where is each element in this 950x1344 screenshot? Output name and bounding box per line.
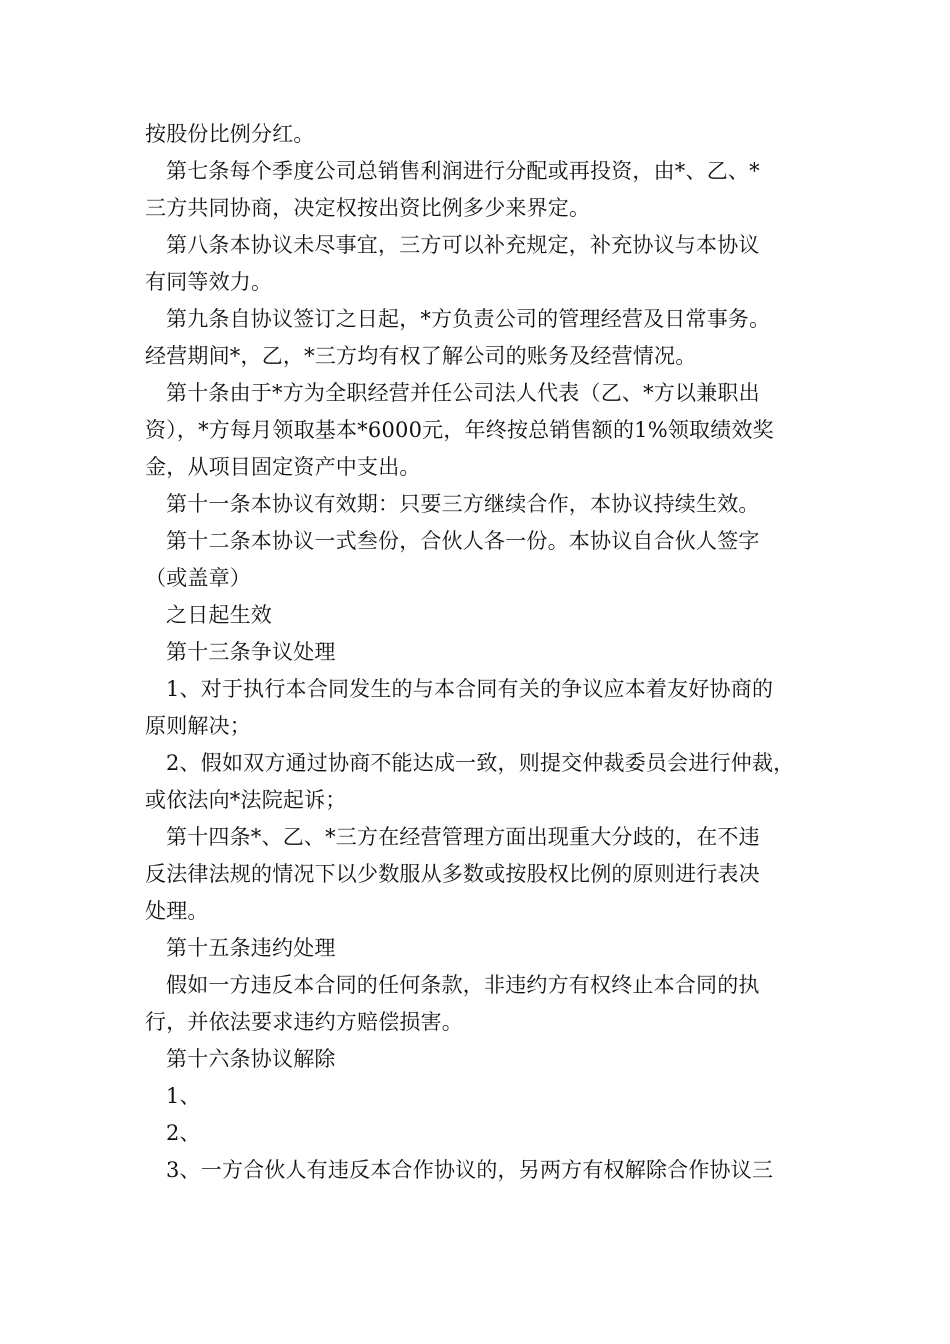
text-line: 2、 xyxy=(166,1121,201,1145)
text-line: 第七条每个季度公司总销售利润进行分配或再投资，由*、乙、* xyxy=(166,159,760,183)
text-line: 3、一方合伙人有违反本合作协议的，另两方有权解除合作协议三 xyxy=(166,1158,774,1182)
text-line: 第十二条本协议一式叁份，合伙人各一份。本协议自合伙人签字 xyxy=(166,529,760,553)
text-line: 行，并依法要求违约方赔偿损害。 xyxy=(145,1010,463,1034)
text-line: 三方共同协商，决定权按出资比例多少来界定。 xyxy=(145,196,591,220)
text-line: 假如一方违反本合同的任何条款，非违约方有权终止本合同的执 xyxy=(166,973,760,997)
text-line: 有同等效力。 xyxy=(145,270,273,294)
text-line: 反法律法规的情况下以少数服从多数或按股权比例的原则进行表决 xyxy=(145,862,760,886)
text-line: （或盖章） xyxy=(145,566,251,590)
text-line: 第十条由于*方为全职经营并任公司法人代表（乙、*方以兼职出 xyxy=(166,381,760,405)
text-line: 1、 xyxy=(166,1084,201,1108)
text-line: 按股份比例分红。 xyxy=(145,122,315,146)
text-line: 第十五条违约处理 xyxy=(166,936,336,960)
text-line: 之日起生效 xyxy=(166,603,272,627)
text-line: 第九条自协议签订之日起，*方负责公司的管理经营及日常事务。 xyxy=(166,307,771,331)
text-line: 第十六条协议解除 xyxy=(166,1047,336,1071)
text-line: 或依法向*法院起诉； xyxy=(145,788,347,812)
text-line: 第十三条争议处理 xyxy=(166,640,336,664)
text-line: 第十一条本协议有效期：只要三方继续合作，本协议持续生效。 xyxy=(166,492,760,516)
document-body xyxy=(145,116,815,1189)
text-line: 经营期间*，乙，*三方均有权了解公司的账务及经营情况。 xyxy=(145,344,697,368)
text-line: 金，从项目固定资产中支出。 xyxy=(145,455,421,479)
text-line: 资），*方每月领取基本*6000元，年终按总销售额的1%领取绩效奖 xyxy=(145,418,774,442)
text-line: 2、假如双方通过协商不能达成一致，则提交仲裁委员会进行仲裁， xyxy=(166,751,795,775)
text-line: 第十四条*、乙、*三方在经营管理方面出现重大分歧的，在不违 xyxy=(166,825,760,849)
text-line: 第八条本协议未尽事宜，三方可以补充规定，补充协议与本协议 xyxy=(166,233,760,257)
text-line: 1、对于执行本合同发生的与本合同有关的争议应本着友好协商的 xyxy=(166,677,774,701)
text-line: 处理。 xyxy=(145,899,209,923)
text-line: 原则解决； xyxy=(145,714,251,738)
